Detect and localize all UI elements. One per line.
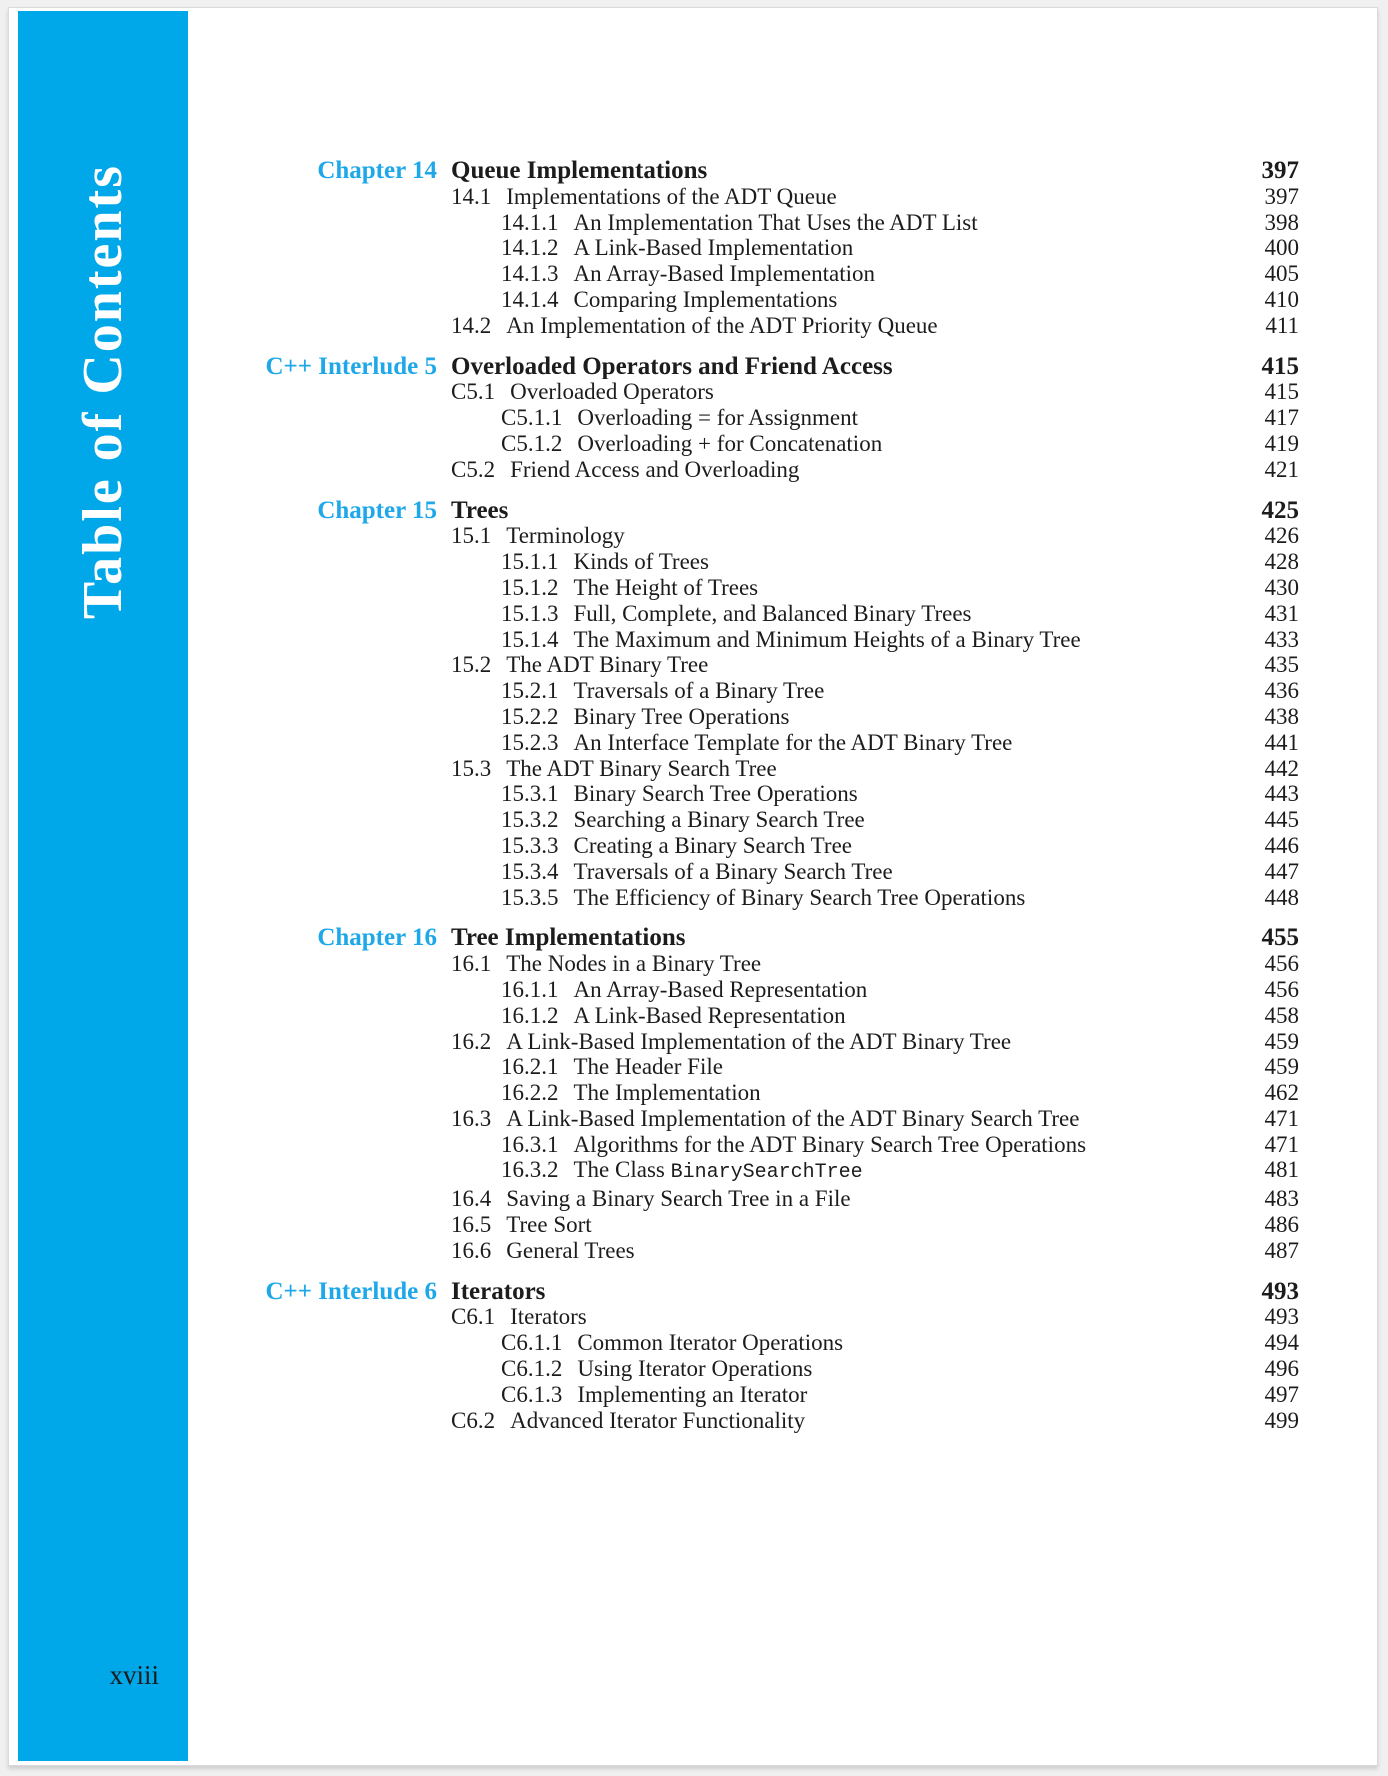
sidebar-title-wrap	[18, 164, 188, 619]
entry-number: C5.1.2	[501, 430, 563, 456]
toc-entry-row	[197, 210, 1299, 236]
entry-number: 15.2.1	[501, 678, 559, 704]
toc-entry-row	[197, 549, 1299, 575]
toc-entry-row	[197, 1186, 1299, 1212]
entry-number: 16.2	[451, 1028, 492, 1054]
entry-page-number: 415	[1264, 379, 1299, 405]
toc-entry-row	[197, 678, 1299, 704]
entry-title-col	[451, 1029, 1229, 1055]
entry-title-col	[451, 601, 1229, 627]
entry-number: 16.2.1	[501, 1054, 559, 1080]
entry-title-col	[451, 287, 1229, 313]
entry-page-number: 459	[1264, 1054, 1299, 1080]
entry-title: Traversals of a Binary Tree	[573, 678, 825, 704]
entry-number: 16.1	[451, 951, 492, 977]
entry-page-number: 411	[1265, 312, 1299, 338]
section-heading-row	[197, 498, 1299, 524]
chapter-page-number: 415	[1261, 352, 1299, 380]
toc-entry-row	[197, 627, 1299, 653]
toc-entry-row	[197, 523, 1299, 549]
entry-page-number: 398	[1264, 209, 1299, 235]
entry-number: 14.1	[451, 183, 492, 209]
entry-page-number: 405	[1264, 261, 1299, 287]
toc-entry-row	[197, 1132, 1299, 1158]
entry-title-col	[451, 405, 1229, 431]
toc-entry-row	[197, 431, 1299, 457]
entry-number: 15.3.1	[501, 781, 559, 807]
entry-number: 16.5	[451, 1212, 492, 1238]
entry-title-col	[451, 627, 1229, 653]
entry-title: Binary Search Tree Operations	[573, 781, 858, 807]
entry-title: Overloading + for Concatenation	[577, 430, 883, 456]
chapter-page-number: 425	[1261, 496, 1299, 524]
toc-entry-row	[197, 1003, 1299, 1029]
toc-entry-row	[197, 405, 1299, 431]
entry-page-number: 443	[1264, 781, 1299, 807]
entry-number: 15.3	[451, 755, 492, 781]
section-heading-row	[197, 354, 1299, 380]
toc-entry-row	[197, 184, 1299, 210]
entry-number: 16.1.2	[501, 1002, 559, 1028]
entry-page-number: 441	[1264, 729, 1299, 755]
toc-entry-row	[197, 261, 1299, 287]
entry-title: The ADT Binary Search Tree	[506, 755, 777, 781]
entry-page-number: 426	[1264, 523, 1299, 549]
chapter-label: Chapter 14	[317, 157, 437, 184]
toc-entry-row	[197, 1304, 1299, 1330]
entry-title: Overloaded Operators	[510, 379, 714, 405]
entry-title: A Link-Based Implementation of the ADT Binary Tree	[506, 1028, 1012, 1054]
entry-page-number: 483	[1264, 1186, 1299, 1212]
entry-page-number: 400	[1264, 235, 1299, 261]
entry-page-number: 458	[1264, 1002, 1299, 1028]
entry-page-number: 462	[1264, 1080, 1299, 1106]
entry-title: The Height of Trees	[573, 574, 759, 600]
entry-number: C6.1.3	[501, 1381, 563, 1407]
entry-title-col	[451, 781, 1229, 807]
entry-title: Implementations of the ADT Queue	[506, 183, 837, 209]
toc-entry-row	[197, 1212, 1299, 1238]
toc-sidebar-banner	[18, 11, 188, 1761]
toc-entry-row	[197, 977, 1299, 1003]
entry-title: A Link-Based Implementation of the ADT Binary Search Tree	[506, 1105, 1080, 1131]
entry-title-col	[451, 951, 1229, 977]
chapter-label: Chapter 15	[317, 496, 437, 524]
entry-number: 14.2	[451, 312, 492, 338]
chapter-page-number: 397	[1261, 157, 1299, 184]
entry-number: 15.3.4	[501, 858, 559, 884]
chapter-title: Overloaded Operators and Friend Access	[451, 353, 893, 380]
entry-title: Comparing Implementations	[573, 286, 838, 312]
section-heading-row	[197, 158, 1299, 184]
entry-number: 15.1.2	[501, 574, 559, 600]
entry-title-col	[451, 977, 1229, 1003]
entry-title-col	[451, 1106, 1229, 1132]
entry-title-col	[451, 833, 1229, 859]
entry-page-number: 433	[1264, 626, 1299, 652]
toc-entry-row	[197, 601, 1299, 627]
entry-number: 15.1.4	[501, 626, 559, 652]
entry-title: General Trees	[506, 1237, 635, 1263]
toc-entry-row	[197, 704, 1299, 730]
entry-title: The Nodes in a Binary Tree	[506, 951, 762, 977]
toc-entry-row	[197, 457, 1299, 483]
entry-number: 15.3.2	[501, 807, 559, 833]
toc-entry-row	[197, 235, 1299, 261]
toc-entry-row	[197, 1330, 1299, 1356]
entry-title: The Implementation	[573, 1080, 761, 1106]
entry-page-number: 456	[1264, 951, 1299, 977]
toc-section	[197, 1279, 1299, 1434]
entry-title-col	[451, 184, 1229, 210]
entry-title-col	[451, 885, 1229, 911]
entry-number: 14.1.4	[501, 286, 559, 312]
entry-title-col	[451, 575, 1229, 601]
entry-title-col	[451, 1054, 1229, 1080]
toc-entry-row	[197, 379, 1299, 405]
sidebar-vertical-title: Table of Contents	[72, 164, 134, 620]
entry-title-col	[451, 235, 1229, 261]
chapter-title: Tree Implementations	[451, 925, 686, 952]
entry-title: An Implementation That Uses the ADT List	[573, 209, 978, 235]
toc-entry-row	[197, 1029, 1299, 1055]
entry-page-number: 487	[1264, 1237, 1299, 1263]
entry-number: 15.2.2	[501, 703, 559, 729]
entry-page-number: 448	[1264, 884, 1299, 910]
entry-number: 16.4	[451, 1186, 492, 1212]
entry-title: A Link-Based Implementation	[573, 235, 854, 261]
entry-title: Common Iterator Operations	[577, 1330, 844, 1356]
entry-title: Friend Access and Overloading	[510, 456, 800, 482]
toc-entry-row	[197, 859, 1299, 885]
entry-page-number: 471	[1264, 1131, 1299, 1157]
entry-title: An Array-Based Implementation	[573, 261, 875, 287]
entry-page-number: 430	[1264, 574, 1299, 600]
toc-entry-row	[197, 1157, 1299, 1186]
entry-number: 14.1.3	[501, 261, 559, 287]
entry-title-col	[451, 1003, 1229, 1029]
entry-title: An Interface Template for the ADT Binary Tree	[573, 729, 1013, 755]
entry-number: C6.1.2	[501, 1356, 563, 1382]
chapter-page-number: 455	[1261, 924, 1299, 952]
entry-title: The Class BinarySearchTree	[573, 1157, 863, 1185]
entry-number: 15.1.1	[501, 549, 559, 575]
entry-page-number: 446	[1264, 832, 1299, 858]
entry-title-col	[451, 807, 1229, 833]
entry-page-number: 496	[1264, 1356, 1299, 1382]
entry-page-number: 435	[1264, 652, 1299, 678]
entry-title: Overloading = for Assignment	[577, 405, 858, 431]
chapter-label: Chapter 16	[317, 924, 437, 952]
entry-title: Advanced Iterator Functionality	[510, 1407, 806, 1433]
entry-number: 15.1.3	[501, 600, 559, 626]
entry-page-number: 447	[1264, 858, 1299, 884]
entry-title-col	[451, 1212, 1229, 1238]
entry-number: 16.2.2	[501, 1080, 559, 1106]
toc-section	[197, 354, 1299, 483]
entry-title: Creating a Binary Search Tree	[573, 832, 852, 858]
entry-title-col	[451, 704, 1229, 730]
entry-title: The Maximum and Minimum Heights of a Binary Tree	[573, 626, 1081, 652]
page-number-roman: xviii	[109, 1660, 159, 1690]
toc-section	[197, 498, 1299, 911]
toc-section	[197, 158, 1299, 339]
toc-entry-row	[197, 313, 1299, 339]
toc-entry-row	[197, 1238, 1299, 1264]
section-heading-row	[197, 925, 1299, 951]
entry-number: 16.3	[451, 1105, 492, 1131]
entry-title: Searching a Binary Search Tree	[573, 807, 865, 833]
entry-number: 15.1	[451, 523, 492, 549]
entry-page-number: 481	[1264, 1157, 1299, 1183]
entry-page-number: 417	[1264, 405, 1299, 431]
entry-page-number: 486	[1264, 1212, 1299, 1238]
entry-title-col	[451, 1157, 1229, 1186]
entry-page-number: 445	[1264, 807, 1299, 833]
toc-entry-row	[197, 951, 1299, 977]
toc-entry-row	[197, 781, 1299, 807]
entry-page-number: 410	[1264, 286, 1299, 312]
entry-page-number: 494	[1264, 1330, 1299, 1356]
toc-entry-row	[197, 756, 1299, 782]
toc-entry-row	[197, 1054, 1299, 1080]
entry-title-col	[451, 756, 1229, 782]
entry-page-number: 456	[1264, 976, 1299, 1002]
chapter-title: Trees	[451, 497, 509, 524]
entry-title-col	[451, 210, 1229, 236]
entry-title-col	[451, 379, 1229, 405]
entry-title: Using Iterator Operations	[577, 1356, 813, 1382]
entry-title-col	[451, 859, 1229, 885]
entry-title: Saving a Binary Search Tree in a File	[506, 1186, 851, 1212]
entry-title-col	[451, 313, 1229, 339]
entry-page-number: 499	[1264, 1407, 1299, 1433]
chapter-label: C++ Interlude 5	[265, 352, 437, 380]
entry-title-col	[451, 261, 1229, 287]
entry-page-number: 442	[1264, 755, 1299, 781]
entry-title: The Header File	[573, 1054, 723, 1080]
toc-entry-row	[197, 730, 1299, 756]
entry-title: Terminology	[506, 523, 625, 549]
entry-title-col	[451, 431, 1229, 457]
toc-entry-row	[197, 807, 1299, 833]
entry-title-col	[451, 523, 1229, 549]
entry-number: 16.1.1	[501, 976, 559, 1002]
entry-number: 16.3.2	[501, 1157, 559, 1183]
entry-title: An Array-Based Representation	[573, 976, 868, 1002]
toc-entry-row	[197, 833, 1299, 859]
entry-page-number: 497	[1264, 1381, 1299, 1407]
entry-page-number: 421	[1264, 456, 1299, 482]
entry-title: Binary Tree Operations	[573, 703, 790, 729]
entry-title-col	[451, 1080, 1229, 1106]
entry-number: 16.3.1	[501, 1131, 559, 1157]
entry-number: 14.1.2	[501, 235, 559, 261]
entry-title-col	[451, 1356, 1229, 1382]
toc-entry-row	[197, 1382, 1299, 1408]
entry-title: Iterators	[510, 1304, 587, 1330]
chapter-page-number: 493	[1261, 1277, 1299, 1305]
toc-entry-row	[197, 885, 1299, 911]
entry-number: 15.2	[451, 652, 492, 678]
entry-page-number: 471	[1264, 1105, 1299, 1131]
entry-title: A Link-Based Representation	[573, 1002, 846, 1028]
entry-number: 16.6	[451, 1237, 492, 1263]
entry-title-col	[451, 457, 1229, 483]
code-class-name: BinarySearchTree	[670, 1161, 863, 1185]
section-heading-row	[197, 1279, 1299, 1305]
entry-page-number: 459	[1264, 1028, 1299, 1054]
entry-number: C5.2	[451, 456, 496, 482]
entry-number: 15.2.3	[501, 729, 559, 755]
entry-page-number: 431	[1264, 600, 1299, 626]
entry-title-col	[451, 549, 1229, 575]
entry-title-col	[451, 1304, 1229, 1330]
toc-entry-row	[197, 1356, 1299, 1382]
toc-page	[8, 7, 1378, 1766]
entry-title: An Implementation of the ADT Priority Queue	[506, 312, 938, 338]
entry-title-col	[451, 652, 1229, 678]
entry-number: C6.1	[451, 1304, 496, 1330]
entry-title-col	[451, 1382, 1229, 1408]
entry-title: Kinds of Trees	[573, 549, 709, 575]
entry-page-number: 493	[1264, 1304, 1299, 1330]
entry-number: 15.3.3	[501, 832, 559, 858]
entry-number: C6.2	[451, 1407, 496, 1433]
entry-page-number: 438	[1264, 703, 1299, 729]
entry-title-col	[451, 678, 1229, 704]
entry-page-number: 428	[1264, 549, 1299, 575]
entry-title: Traversals of a Binary Search Tree	[573, 858, 893, 884]
entry-title: Full, Complete, and Balanced Binary Trees	[573, 600, 972, 626]
chapter-title: Queue Implementations	[451, 158, 708, 184]
entry-title-col	[451, 730, 1229, 756]
entry-page-number: 397	[1264, 183, 1299, 209]
entry-title-col	[451, 1408, 1229, 1434]
entry-title: Tree Sort	[506, 1212, 592, 1238]
entry-page-number: 436	[1264, 678, 1299, 704]
chapter-label: C++ Interlude 6	[265, 1277, 437, 1305]
entry-number: C6.1.1	[501, 1330, 563, 1356]
entry-number: C5.1	[451, 379, 496, 405]
entry-title-col	[451, 1132, 1229, 1158]
entry-title: Algorithms for the ADT Binary Search Tree Operations	[573, 1131, 1087, 1157]
entry-title: Implementing an Iterator	[577, 1381, 808, 1407]
toc-section	[197, 925, 1299, 1263]
toc-entry-row	[197, 1080, 1299, 1106]
toc-entry-row	[197, 575, 1299, 601]
entry-title-col	[451, 1330, 1229, 1356]
entry-number: 14.1.1	[501, 209, 559, 235]
toc-entry-row	[197, 1408, 1299, 1434]
entry-page-number: 419	[1264, 430, 1299, 456]
toc-entry-row	[197, 652, 1299, 678]
entry-title-col	[451, 1238, 1229, 1264]
toc-entry-row	[197, 1106, 1299, 1132]
entry-title: The Efficiency of Binary Search Tree Operations	[573, 884, 1026, 910]
toc-content	[197, 158, 1299, 1433]
toc-entry-row	[197, 287, 1299, 313]
entry-number: C5.1.1	[501, 405, 563, 431]
chapter-title: Iterators	[451, 1278, 546, 1305]
entry-number: 15.3.5	[501, 884, 559, 910]
entry-title: The ADT Binary Tree	[506, 652, 709, 678]
entry-title-col	[451, 1186, 1229, 1212]
